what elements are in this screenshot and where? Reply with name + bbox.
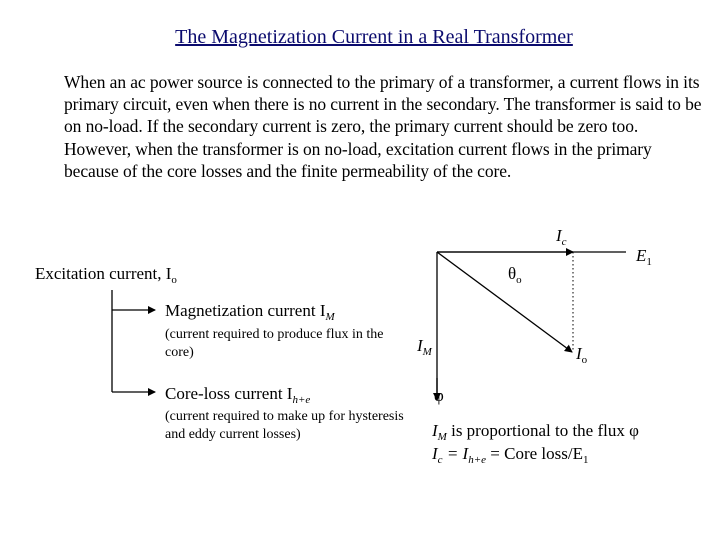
magnetization-current-label: Magnetization current $I_M$ <box>165 301 335 323</box>
ic-label: $I_c$ <box>556 226 567 248</box>
excitation-current-label: Excitation current, $I_o$ <box>35 264 177 286</box>
page-title: The Magnetization Current in a Real Transformer <box>175 26 573 48</box>
core-loss-current-label: Core-loss current $I_{h+e}$ <box>165 384 311 406</box>
theta-label: $\theta_o$ <box>508 264 522 286</box>
e1-label: $E_1$ <box>636 246 652 268</box>
im-label: $I_M$ <box>417 336 432 358</box>
phi-label: φ <box>434 386 444 405</box>
io-label: $I_o$ <box>576 344 588 366</box>
phasor-diagram <box>437 252 626 400</box>
note-line-2: $I_c = I_{h+e}$ = Core loss/$E_1$ <box>432 444 589 466</box>
magnetization-current-note: (current required to produce flux in the core) <box>165 327 384 360</box>
io-phasor-arrow <box>437 252 572 352</box>
core-loss-current-note: (current required to make up for hysteresis and eddy current losses) <box>165 409 404 442</box>
note-line-1: $I_M$ is proportional to the flux φ <box>432 421 639 443</box>
intro-paragraph: When an ac power source is connected to the primary of a transformer, a current flows in its primary circuit, even when there is no current in the secondary. The transformer is said to be on no-load. If the secondary current is zero, the primary current should be zero too. However, when the transformer is on no-load, excitation current flows in the primary because of the core losses and the finite permeability of the core. <box>64 72 702 181</box>
tree-connector <box>112 290 155 392</box>
